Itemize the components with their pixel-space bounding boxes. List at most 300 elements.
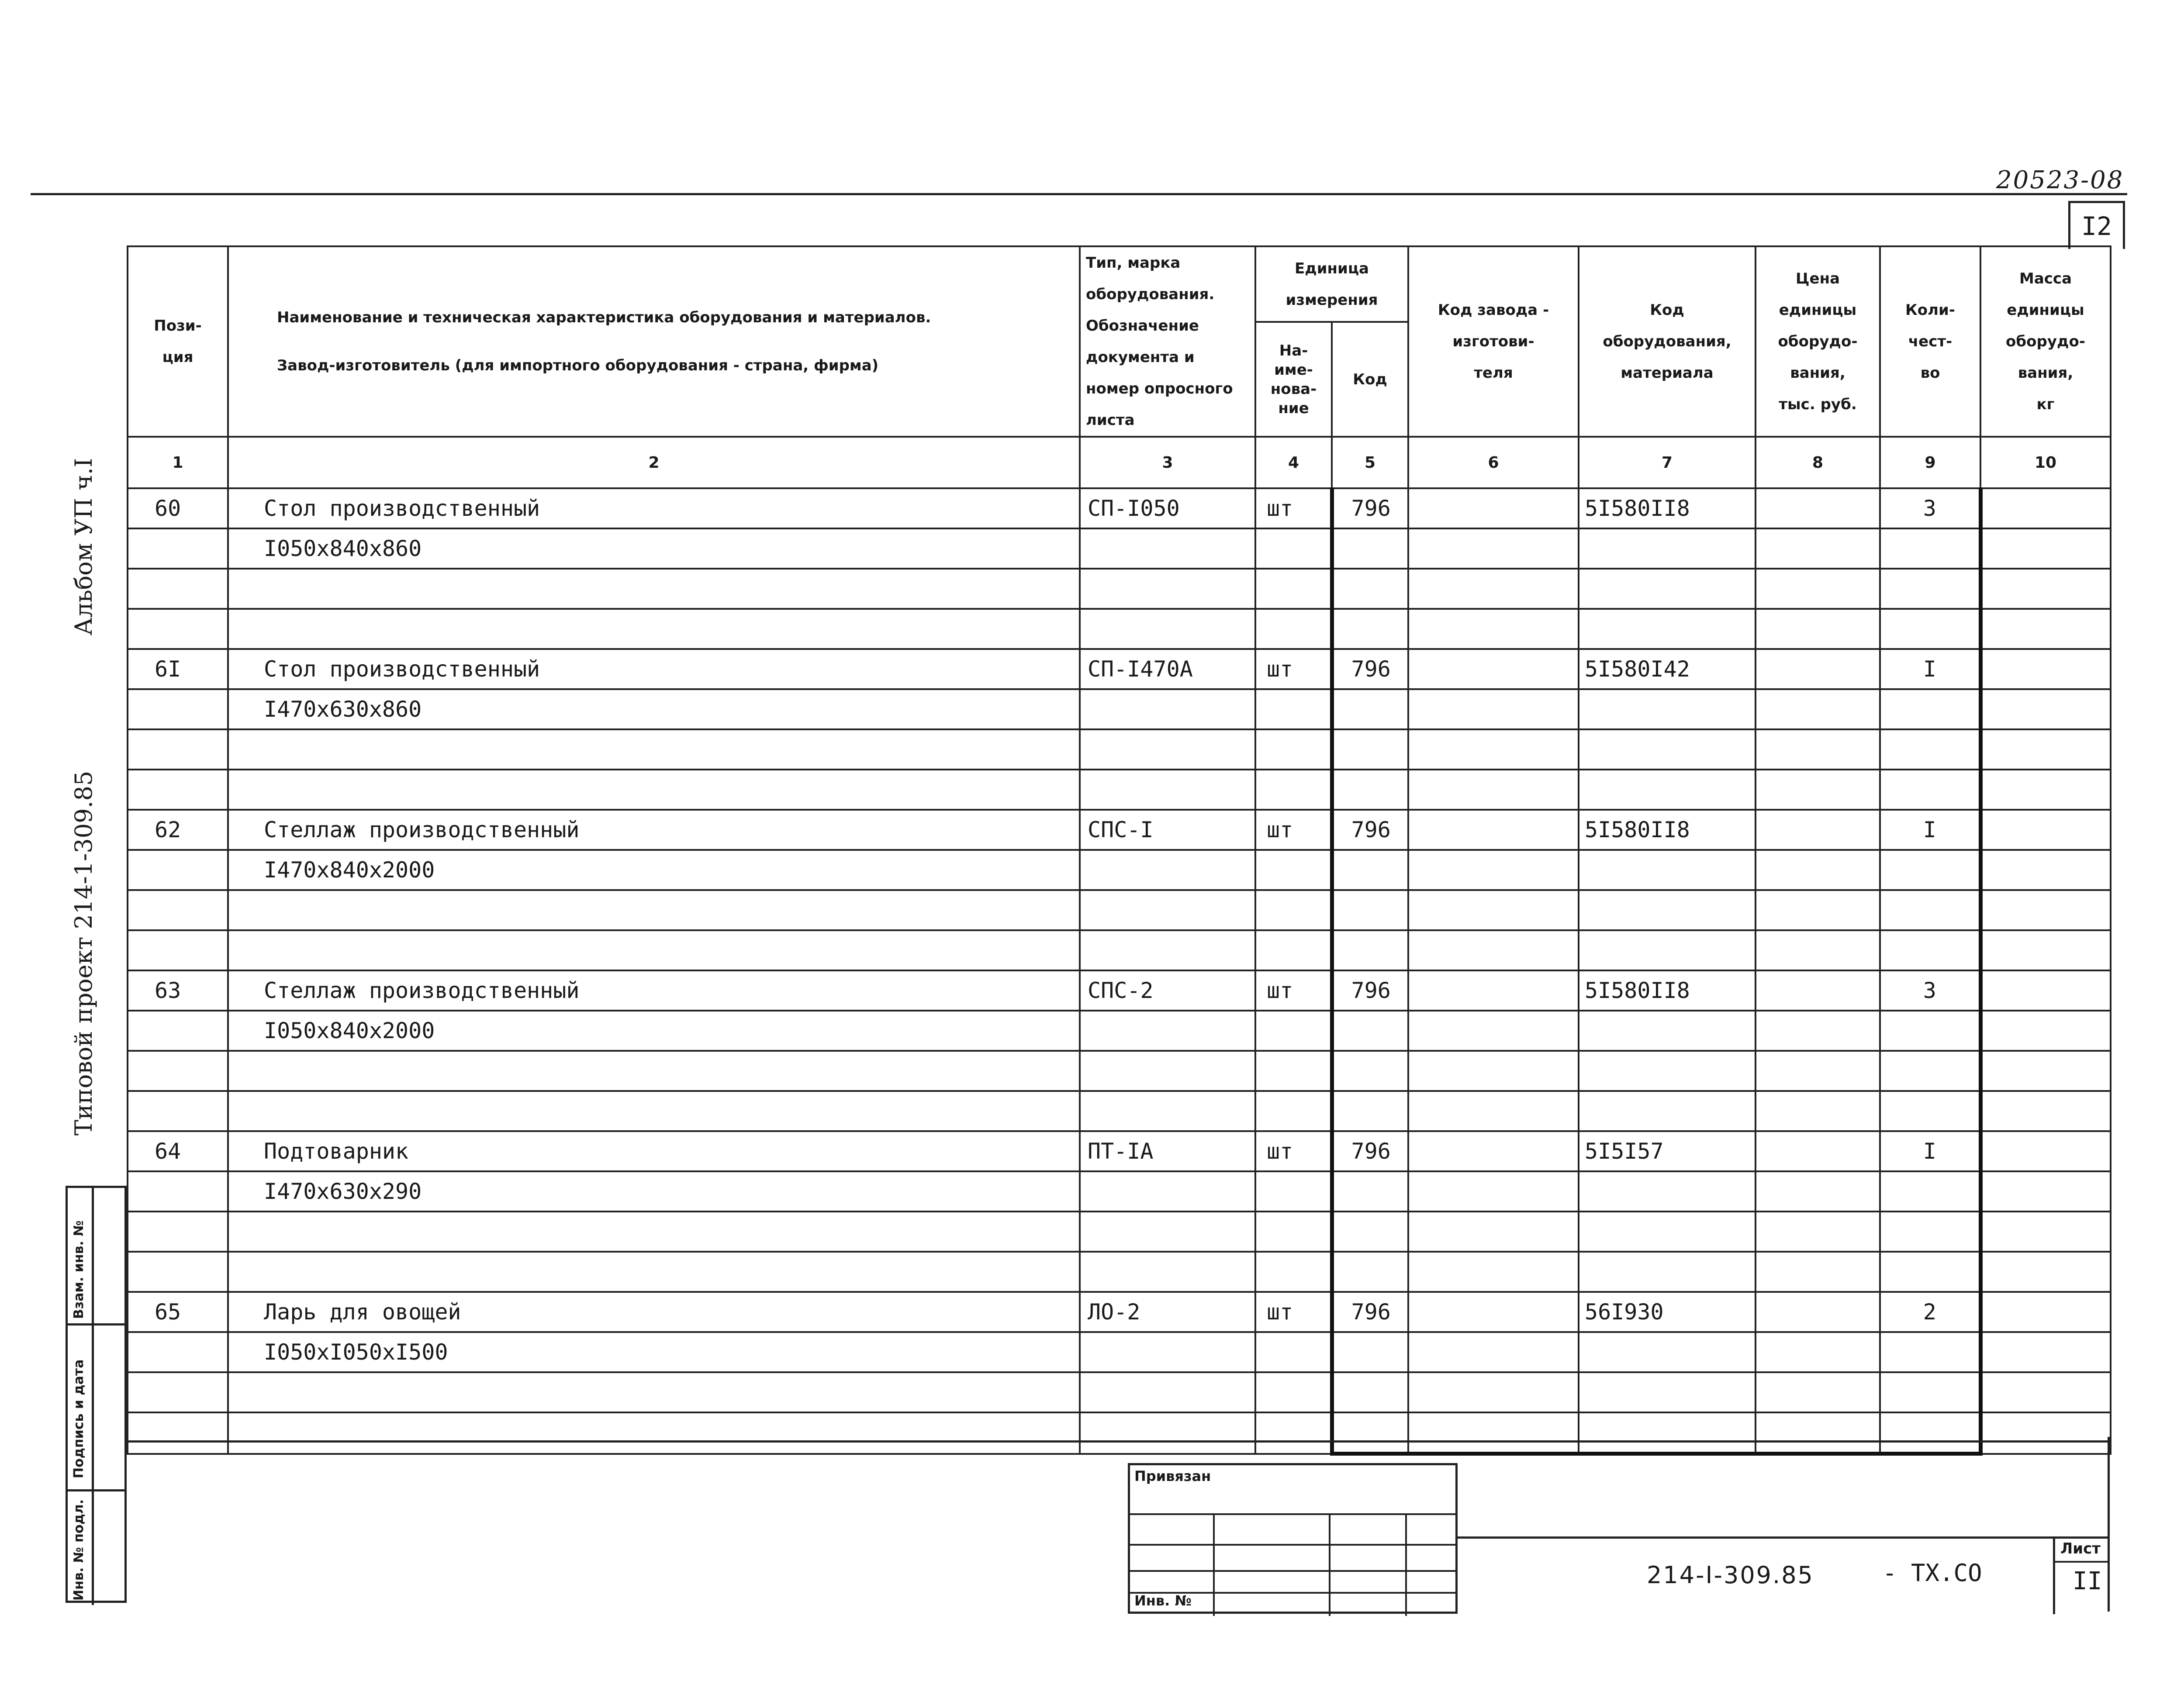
equipment-code-cell [1579, 729, 1755, 770]
position-cell: 62 [128, 810, 228, 850]
unit-code-cell [1332, 729, 1408, 770]
quantity-cell [1880, 569, 1980, 609]
table-row [128, 1332, 2111, 1372]
type-cell [1080, 1051, 1255, 1091]
factory-code-cell [1408, 1051, 1579, 1091]
unit-name-cell [1255, 1011, 1332, 1051]
column-number: 8 [1755, 437, 1880, 488]
equipment-code-cell [1579, 770, 1755, 810]
mass-cell [1980, 1131, 2111, 1171]
price-cell [1755, 729, 1880, 770]
equipment-code-cell [1579, 1372, 1755, 1412]
table-row [128, 569, 2111, 609]
name-cell: Стеллаж производственный [228, 970, 1080, 1011]
price-cell [1755, 649, 1880, 689]
factory-code-cell [1408, 1171, 1579, 1212]
name-cell [228, 729, 1080, 770]
unit-code-cell: 796 [1332, 810, 1408, 850]
archive-number: 20523-08 [1996, 166, 2124, 194]
type-cell: СП-I050 [1080, 488, 1255, 528]
mass-cell [1980, 1372, 2111, 1412]
table-row [128, 970, 2111, 1011]
equipment-code-cell [1579, 1051, 1755, 1091]
position-cell [128, 1412, 228, 1454]
mass-cell [1980, 1091, 2111, 1131]
position-cell [128, 1011, 228, 1051]
column-number: 3 [1080, 437, 1255, 488]
unit-code-cell [1332, 1212, 1408, 1252]
table-row [128, 1292, 2111, 1332]
unit-name-cell [1255, 729, 1332, 770]
quantity-cell [1880, 770, 1980, 810]
header-name: Наименование и техническая характеристика оборудования и материалов. Завод-изготовитель (для импортного оборудования - страна, фирма) [228, 246, 1080, 437]
equipment-code-cell [1579, 1091, 1755, 1131]
position-cell [128, 770, 228, 810]
album-label: Альбом УП ч.I [70, 458, 97, 635]
table-row [128, 1011, 2111, 1051]
mass-cell [1980, 1051, 2111, 1091]
unit-code-cell [1332, 1252, 1408, 1292]
unit-name-cell: шт [1255, 1292, 1332, 1332]
stamp-label-replacement: Взам. инв. № [71, 1220, 86, 1319]
position-cell: 65 [128, 1292, 228, 1332]
price-cell [1755, 1091, 1880, 1131]
price-cell [1755, 1372, 1880, 1412]
type-cell [1080, 850, 1255, 890]
left-stamp-strip [66, 1186, 127, 1603]
equipment-code-cell: 5I5I57 [1579, 1131, 1755, 1171]
position-cell: 6I [128, 649, 228, 689]
name-cell [228, 1212, 1080, 1252]
equipment-code-cell [1579, 1212, 1755, 1252]
table-row [128, 850, 2111, 890]
type-cell: СПС-2 [1080, 970, 1255, 1011]
table-row [128, 1252, 2111, 1292]
equipment-code-cell [1579, 1011, 1755, 1051]
price-cell [1755, 1412, 1880, 1454]
column-number: 2 [228, 437, 1080, 488]
equipment-code-cell [1579, 609, 1755, 649]
unit-code-cell [1332, 1091, 1408, 1131]
position-cell [128, 890, 228, 930]
unit-name-cell [1255, 1252, 1332, 1292]
binding-label: Привязан [1134, 1468, 1211, 1484]
type-cell [1080, 890, 1255, 930]
name-cell [228, 1091, 1080, 1131]
top-rule [31, 193, 2127, 195]
project-label: Типовой проект 214-1-309.85 [70, 770, 97, 1136]
factory-code-cell [1408, 609, 1579, 649]
quantity-cell: 3 [1880, 970, 1980, 1011]
name-cell: I470x840x2000 [228, 850, 1080, 890]
equipment-code-cell: 5I580I42 [1579, 649, 1755, 689]
unit-name-cell: шт [1255, 970, 1332, 1011]
position-cell: 64 [128, 1131, 228, 1171]
corner-sheet-number: I2 [2068, 201, 2125, 249]
table-row [128, 689, 2111, 729]
unit-name-cell [1255, 1412, 1332, 1454]
price-cell [1755, 1212, 1880, 1252]
name-cell [228, 609, 1080, 649]
position-cell [128, 850, 228, 890]
inventory-number-label: Инв. № [1134, 1592, 1192, 1609]
table-row [128, 770, 2111, 810]
header-unit-group: Единица измерения [1255, 246, 1408, 322]
type-cell [1080, 1212, 1255, 1252]
name-cell: Стол производственный [228, 649, 1080, 689]
title-block-rule [127, 1440, 2108, 1443]
price-cell [1755, 1011, 1880, 1051]
unit-code-cell [1332, 1412, 1408, 1454]
equipment-code-cell [1579, 1252, 1755, 1292]
mass-cell [1980, 1332, 2111, 1372]
header-price: Цена единицы оборудо- вания, тыс. руб. [1755, 246, 1880, 437]
mass-cell [1980, 970, 2111, 1011]
unit-name-cell [1255, 850, 1332, 890]
type-cell [1080, 1252, 1255, 1292]
unit-code-cell [1332, 609, 1408, 649]
unit-code-cell: 796 [1332, 488, 1408, 528]
quantity-cell [1880, 689, 1980, 729]
type-cell [1080, 770, 1255, 810]
equipment-code-cell: 5I580II8 [1579, 970, 1755, 1011]
quantity-cell [1880, 1372, 1980, 1412]
price-cell [1755, 770, 1880, 810]
equipment-code-cell [1579, 930, 1755, 970]
mass-cell [1980, 1011, 2111, 1051]
price-cell [1755, 569, 1880, 609]
unit-code-cell [1332, 528, 1408, 569]
unit-name-cell: шт [1255, 488, 1332, 528]
table-row [128, 1412, 2111, 1454]
unit-name-cell: шт [1255, 649, 1332, 689]
price-cell [1755, 970, 1880, 1011]
mass-cell [1980, 689, 2111, 729]
table-row [128, 930, 2111, 970]
factory-code-cell [1408, 970, 1579, 1011]
mass-cell [1980, 1212, 2111, 1252]
position-cell [128, 689, 228, 729]
equipment-spec-table [127, 245, 2111, 1456]
mass-cell [1980, 488, 2111, 528]
factory-code-cell [1408, 1212, 1579, 1252]
unit-code-cell: 796 [1332, 970, 1408, 1011]
price-cell [1755, 930, 1880, 970]
unit-name-cell [1255, 770, 1332, 810]
table-row [128, 1372, 2111, 1412]
quantity-cell: 2 [1880, 1292, 1980, 1332]
quantity-cell [1880, 1171, 1980, 1212]
type-cell [1080, 1332, 1255, 1372]
name-cell [228, 569, 1080, 609]
price-cell [1755, 488, 1880, 528]
name-cell: Ларь для овощей [228, 1292, 1080, 1332]
mass-cell [1980, 1252, 2111, 1292]
name-cell: I050x840x2000 [228, 1011, 1080, 1051]
table-row [128, 1171, 2111, 1212]
stamp-label-signature: Подпись и дата [71, 1359, 86, 1478]
name-cell [228, 1412, 1080, 1454]
table-row [128, 1212, 2111, 1252]
unit-name-cell [1255, 1051, 1332, 1091]
quantity-cell [1880, 1252, 1980, 1292]
table-row [128, 890, 2111, 930]
type-cell [1080, 729, 1255, 770]
factory-code-cell [1408, 770, 1579, 810]
name-cell [228, 1252, 1080, 1292]
price-cell [1755, 1332, 1880, 1372]
unit-code-cell [1332, 1332, 1408, 1372]
column-number: 9 [1880, 437, 1980, 488]
price-cell [1755, 1131, 1880, 1171]
type-cell: СПС-I [1080, 810, 1255, 850]
factory-code-cell [1408, 569, 1579, 609]
factory-code-cell [1408, 1412, 1579, 1454]
type-cell [1080, 1171, 1255, 1212]
unit-code-cell [1332, 689, 1408, 729]
equipment-code-cell [1579, 528, 1755, 569]
position-cell [128, 1051, 228, 1091]
unit-code-cell [1332, 1372, 1408, 1412]
price-cell [1755, 609, 1880, 649]
type-cell: СП-I470А [1080, 649, 1255, 689]
factory-code-cell [1408, 729, 1579, 770]
equipment-code-cell [1579, 689, 1755, 729]
stamp-label-inventory: Инв. № подл. [71, 1499, 86, 1601]
unit-name-cell [1255, 1091, 1332, 1131]
name-cell [228, 930, 1080, 970]
table-row [128, 649, 2111, 689]
name-cell [228, 1051, 1080, 1091]
mass-cell [1980, 609, 2111, 649]
table-row [128, 729, 2111, 770]
factory-code-cell [1408, 528, 1579, 569]
quantity-cell: 3 [1880, 488, 1980, 528]
name-cell: Стол производственный [228, 488, 1080, 528]
column-number: 4 [1255, 437, 1332, 488]
unit-name-cell: шт [1255, 1131, 1332, 1171]
type-cell [1080, 689, 1255, 729]
mass-cell [1980, 1412, 2111, 1454]
unit-name-cell [1255, 528, 1332, 569]
position-cell [128, 1212, 228, 1252]
column-number: 6 [1408, 437, 1579, 488]
type-cell [1080, 1091, 1255, 1131]
mass-cell [1980, 569, 2111, 609]
quantity-cell [1880, 1212, 1980, 1252]
factory-code-cell [1408, 1252, 1579, 1292]
equipment-code-cell [1579, 1412, 1755, 1454]
equipment-code-cell [1579, 1332, 1755, 1372]
price-cell [1755, 528, 1880, 569]
unit-name-cell [1255, 569, 1332, 609]
unit-code-cell: 796 [1332, 649, 1408, 689]
type-cell [1080, 569, 1255, 609]
unit-name-cell [1255, 689, 1332, 729]
type-cell: ЛО-2 [1080, 1292, 1255, 1332]
quantity-cell [1880, 930, 1980, 970]
unit-code-cell [1332, 1011, 1408, 1051]
header-mass: Масса единицы оборудо- вания, кг [1980, 246, 2111, 437]
header-factory-code: Код завода - изготови- теля [1408, 246, 1579, 437]
quantity-cell [1880, 729, 1980, 770]
position-cell [128, 1252, 228, 1292]
unit-code-cell: 796 [1332, 1131, 1408, 1171]
equipment-code-cell: 5I580II8 [1579, 488, 1755, 528]
quantity-cell [1880, 850, 1980, 890]
unit-name-cell [1255, 1332, 1332, 1372]
factory-code-cell [1408, 689, 1579, 729]
column-number: 7 [1579, 437, 1755, 488]
unit-code-cell [1332, 930, 1408, 970]
mass-cell [1980, 890, 2111, 930]
position-cell [128, 1171, 228, 1212]
equipment-code-cell: 5I580II8 [1579, 810, 1755, 850]
factory-code-cell [1408, 1131, 1579, 1171]
position-cell [128, 609, 228, 649]
name-cell: I050xI050xI500 [228, 1332, 1080, 1372]
table-row [128, 488, 2111, 528]
binding-stamp [1128, 1463, 1458, 1614]
type-cell [1080, 609, 1255, 649]
mass-cell [1980, 770, 2111, 810]
price-cell [1755, 810, 1880, 850]
mass-cell [1980, 1292, 2111, 1332]
factory-code-cell [1408, 1292, 1579, 1332]
factory-code-cell [1408, 488, 1579, 528]
mass-cell [1980, 810, 2111, 850]
unit-code-cell: 796 [1332, 1292, 1408, 1332]
factory-code-cell [1408, 850, 1579, 890]
sheet-number: II [2073, 1567, 2102, 1595]
factory-code-cell [1408, 1091, 1579, 1131]
position-cell: 60 [128, 488, 228, 528]
quantity-cell: I [1880, 1131, 1980, 1171]
table-row [128, 609, 2111, 649]
position-cell: 63 [128, 970, 228, 1011]
mass-cell [1980, 528, 2111, 569]
price-cell [1755, 1051, 1880, 1091]
mass-cell [1980, 649, 2111, 689]
header-position: Пози- ция [128, 246, 228, 437]
header-quantity: Коли- чест- во [1880, 246, 1980, 437]
equipment-code-cell [1579, 1171, 1755, 1212]
price-cell [1755, 1252, 1880, 1292]
position-cell [128, 1091, 228, 1131]
name-cell: I050x840x860 [228, 528, 1080, 569]
mass-cell [1980, 1171, 2111, 1212]
quantity-cell [1880, 1091, 1980, 1131]
unit-name-cell [1255, 1212, 1332, 1252]
type-cell [1080, 1412, 1255, 1454]
column-number: 10 [1980, 437, 2111, 488]
quantity-cell [1880, 1412, 1980, 1454]
name-cell [228, 770, 1080, 810]
column-number: 1 [128, 437, 228, 488]
name-cell: Подтоварник [228, 1131, 1080, 1171]
type-cell [1080, 1011, 1255, 1051]
header-type: Тип, марка оборудования. Обозначение документа и номер опросного листа [1080, 246, 1255, 437]
equipment-code-cell: 56I930 [1579, 1292, 1755, 1332]
mass-cell [1980, 850, 2111, 890]
document-mark: - ТХ.СО [1883, 1559, 1982, 1587]
unit-code-cell [1332, 1051, 1408, 1091]
price-cell [1755, 1292, 1880, 1332]
unit-code-cell [1332, 770, 1408, 810]
quantity-cell [1880, 609, 1980, 649]
price-cell [1755, 850, 1880, 890]
position-cell [128, 930, 228, 970]
quantity-cell [1880, 890, 1980, 930]
quantity-cell [1880, 1011, 1980, 1051]
unit-code-cell [1332, 1171, 1408, 1212]
mass-cell [1980, 729, 2111, 770]
header-unit-code: Код [1332, 322, 1408, 437]
unit-code-cell [1332, 890, 1408, 930]
name-cell [228, 1372, 1080, 1412]
table-row [128, 1131, 2111, 1171]
type-cell [1080, 1372, 1255, 1412]
table-row [128, 528, 2111, 569]
factory-code-cell [1408, 649, 1579, 689]
equipment-code-cell [1579, 850, 1755, 890]
position-cell [128, 1332, 228, 1372]
factory-code-cell [1408, 1011, 1579, 1051]
equipment-code-cell [1579, 890, 1755, 930]
unit-name-cell [1255, 1372, 1332, 1412]
unit-code-cell [1332, 850, 1408, 890]
factory-code-cell [1408, 930, 1579, 970]
quantity-cell: I [1880, 649, 1980, 689]
type-cell: ПТ-IА [1080, 1131, 1255, 1171]
position-cell [128, 729, 228, 770]
factory-code-cell [1408, 1332, 1579, 1372]
unit-name-cell [1255, 1171, 1332, 1212]
name-cell: Стеллаж производственный [228, 810, 1080, 850]
quantity-cell [1880, 528, 1980, 569]
name-cell [228, 890, 1080, 930]
table-row [128, 1051, 2111, 1091]
table-row [128, 1091, 2111, 1131]
column-number: 5 [1332, 437, 1408, 488]
sheet-label: Лист [2060, 1540, 2101, 1557]
equipment-code-cell [1579, 569, 1755, 609]
position-cell [128, 1372, 228, 1412]
mass-cell [1980, 930, 2111, 970]
quantity-cell [1880, 1332, 1980, 1372]
unit-code-cell [1332, 569, 1408, 609]
document-code: 214-I-309.85 [1647, 1561, 1814, 1589]
position-cell [128, 569, 228, 609]
unit-name-cell [1255, 609, 1332, 649]
position-cell [128, 528, 228, 569]
unit-name-cell [1255, 930, 1332, 970]
type-cell [1080, 930, 1255, 970]
quantity-cell: I [1880, 810, 1980, 850]
factory-code-cell [1408, 810, 1579, 850]
name-cell: I470x630x860 [228, 689, 1080, 729]
price-cell [1755, 1171, 1880, 1212]
unit-name-cell: шт [1255, 810, 1332, 850]
table-row [128, 810, 2111, 850]
price-cell [1755, 689, 1880, 729]
header-unit-name: На- име- нова- ние [1255, 322, 1332, 437]
factory-code-cell [1408, 1372, 1579, 1412]
price-cell [1755, 890, 1880, 930]
unit-name-cell [1255, 890, 1332, 930]
quantity-cell [1880, 1051, 1980, 1091]
type-cell [1080, 528, 1255, 569]
